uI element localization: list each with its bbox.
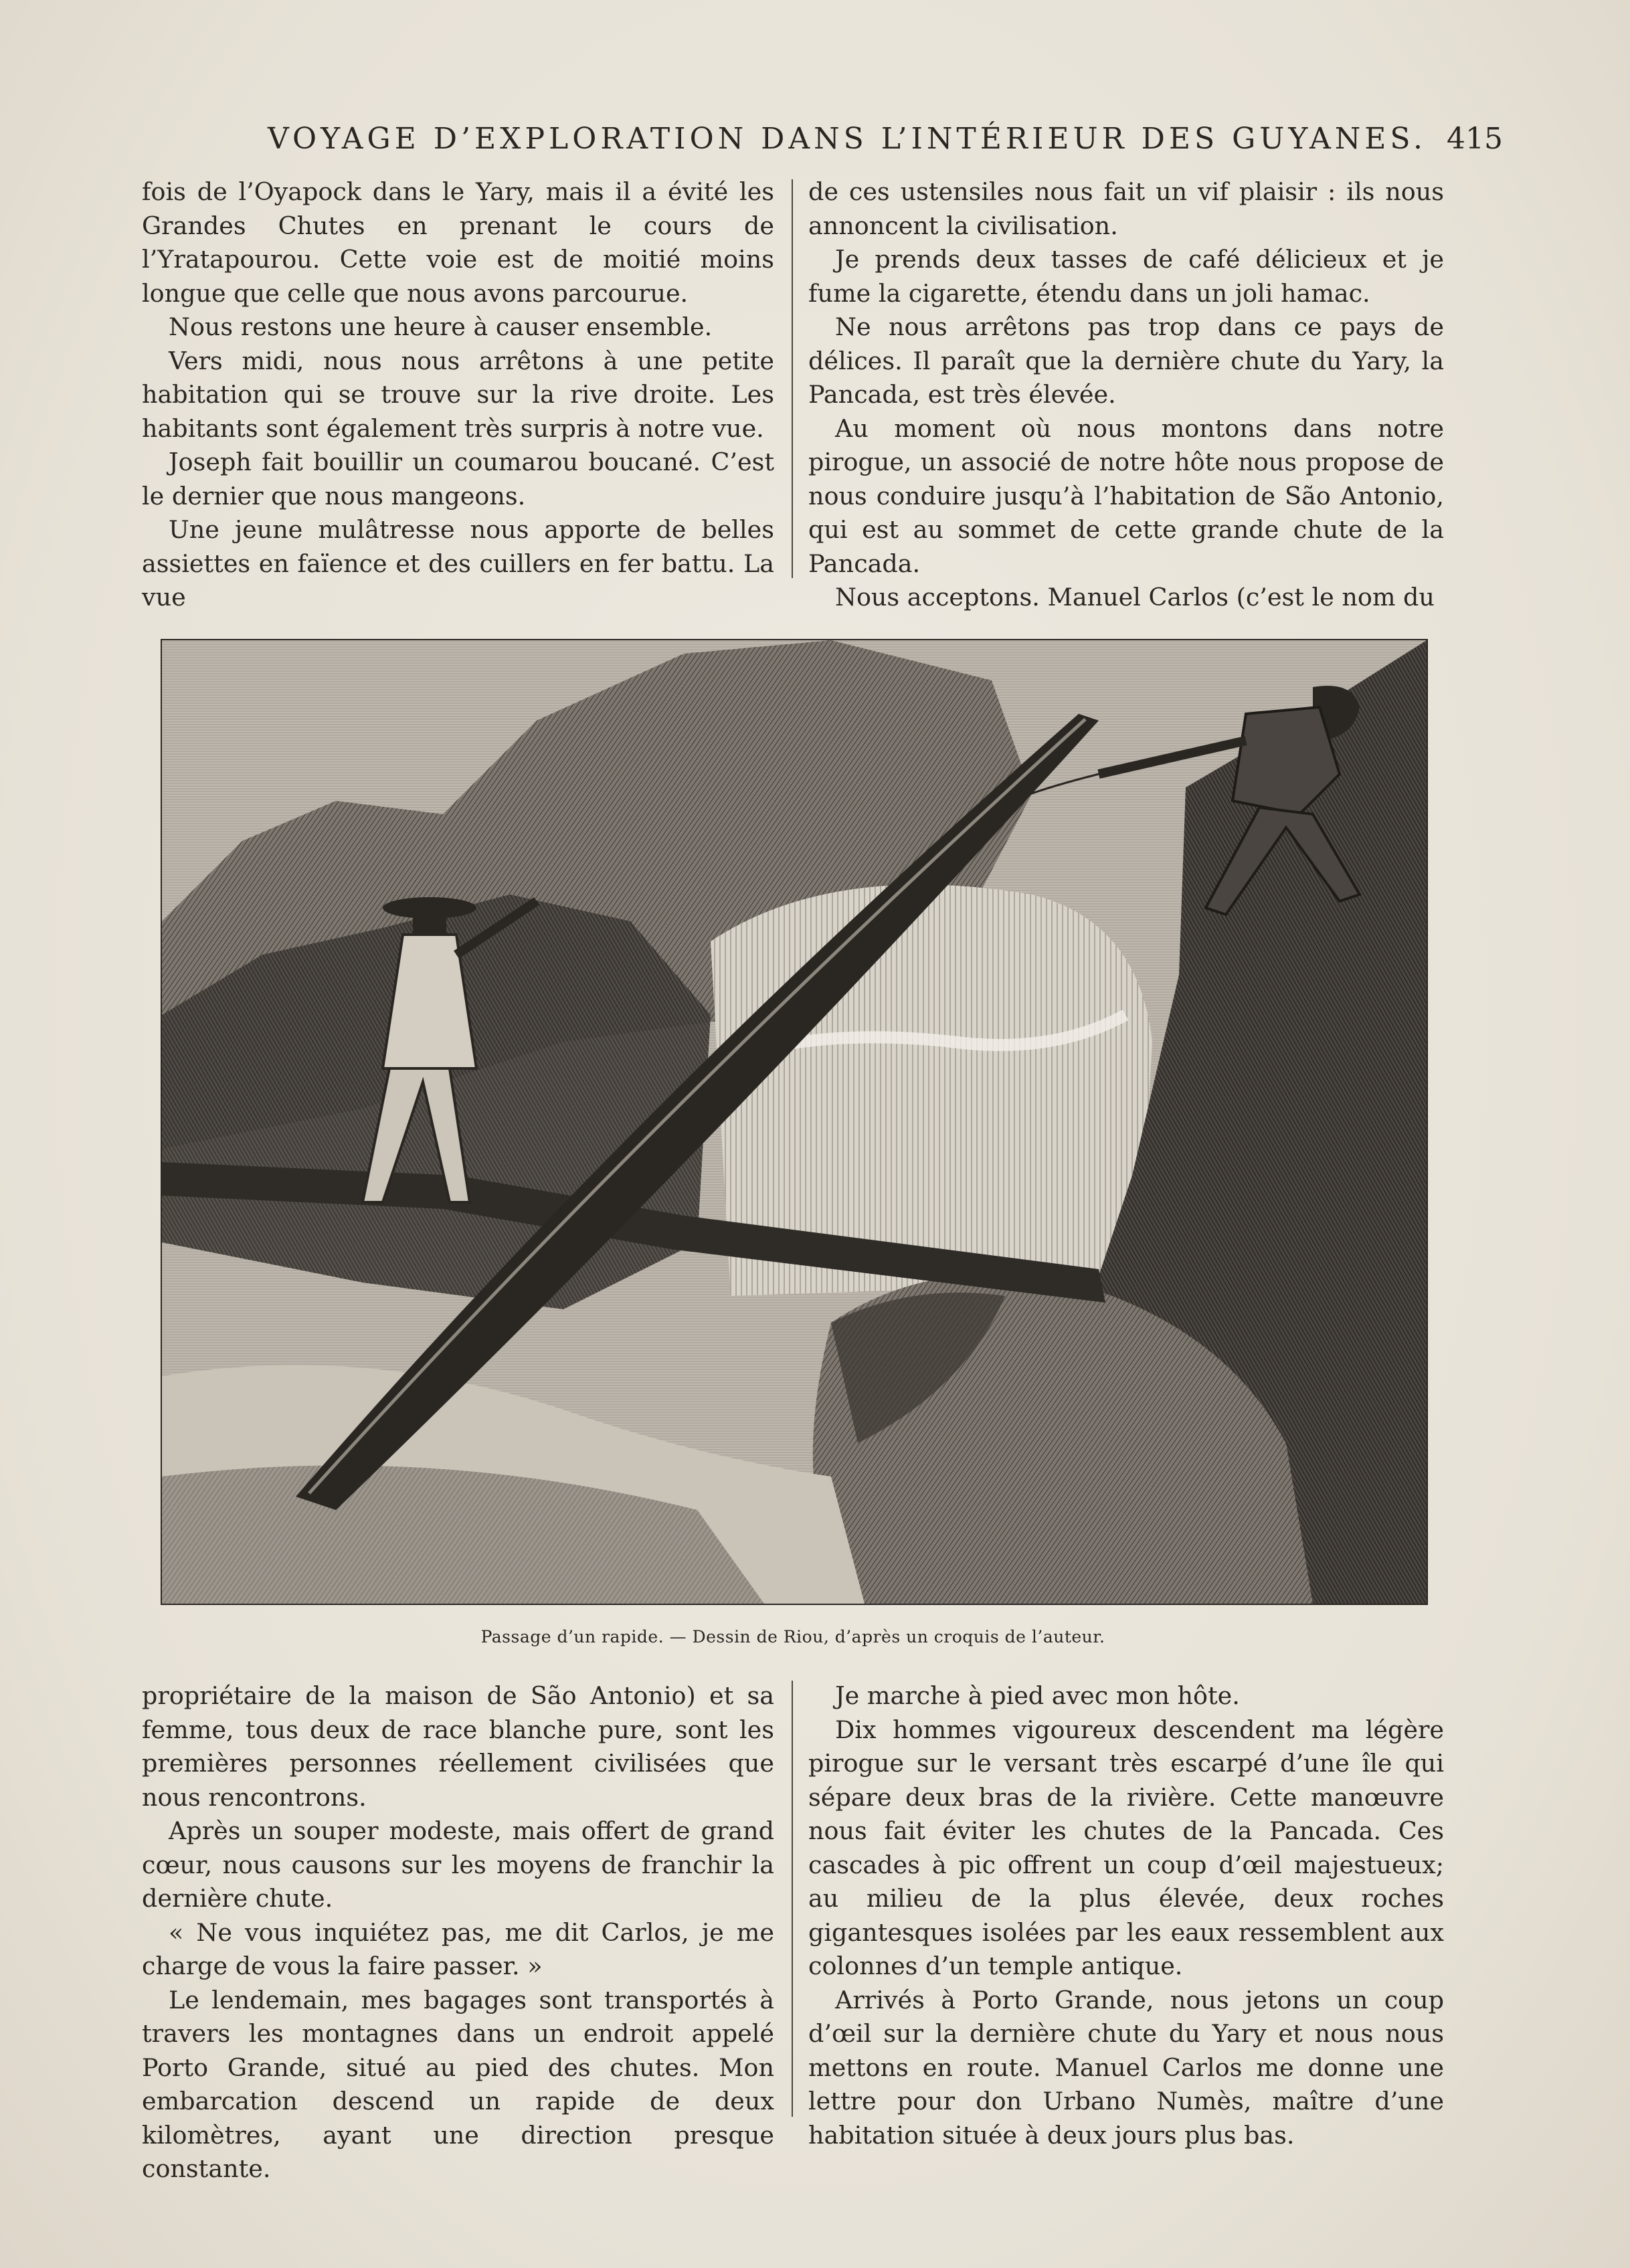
paragraph: Je prends deux tasses de café délicieux et je fume la cigarette, étendu dans un joli hamac. (808, 245, 1444, 308)
paragraph: « Ne vous inquiétez pas, me dit Carlos, je me charge de vous la faire passer. » (142, 1917, 774, 1980)
paragraph: Au moment où nous montons dans notre pirogue, un associé de notre hôte nous propose de nous conduire jusqu’à l’habitation de São Antonio, qui est au sommet de cette grande chute de la Pancada. (808, 413, 1444, 578)
paragraph: Vers midi, nous nous arrêtons à une petite habitation qui se trouve sur la rive droite. Les habitants sont également très surpris à notre vue. (142, 346, 774, 443)
running-header (268, 122, 1503, 169)
figure-caption: Passage d’un rapide. — Dessin de Riou, d’après un croquis de l’auteur. (480, 1627, 1105, 1646)
engraving-drawing (162, 640, 1427, 1604)
column-divider (792, 179, 793, 578)
paragraph: propriétaire de la maison de São Antonio) et sa femme, tous deux de race blanche pure, sont les premières personnes réellement civilisées que nous rencontrons. (142, 1681, 774, 1812)
text-column-top-left (142, 175, 774, 615)
text-column-top-right (808, 175, 1444, 615)
paragraph: Le lendemain, mes bagages sont transportés à travers les montagnes dans un endroit appelé Porto Grande, situé au pied des chutes. Mon embarcation descend un rapide de deux kilomètres, ayant une direction presque constante. (142, 1985, 774, 2183)
paragraph: Je marche à pied avec mon hôte. (835, 1681, 1240, 1710)
paragraph: Après un souper modeste, mais offert de grand cœur, nous causons sur les moyens de franchir la dernière chute. (142, 1816, 774, 1913)
text-column-bottom-right (808, 1679, 1444, 2152)
paragraph: Joseph fait bouillir un coumarou boucané. C’est le dernier que nous mangeons. (142, 448, 774, 510)
paragraph: Nous acceptons. Manuel Carlos (c’est le nom du (835, 583, 1435, 611)
engraving-illustration (161, 639, 1428, 1605)
paragraph: Dix hommes vigoureux descendent ma légère pirogue sur le versant très escarpé d’une île qui sépare deux bras de la rivière. Cette manœuvre nous fait éviter les chutes de la Pancada. Ces cascades à pic offrent un coup d’œil majestueux; au milieu de la plus élevée, deux roches gigantesques isolées par les eaux ressemblent aux colonnes d’un temple antique. (808, 1715, 1444, 1980)
paragraph: Ne nous arrêtons pas trop dans ce pays de délices. Il paraît que la dernière chute du Yary, la Pancada, est très élevée. (808, 312, 1444, 409)
column-divider (792, 1681, 793, 2117)
running-title: VOYAGE D’EXPLORATION DANS L’INTÉRIEUR DES GUYANES. (268, 122, 1427, 156)
paragraph: fois de l’Oyapock dans le Yary, mais il a évité les Grandes Chutes en prenant le cours de l’Yratapourou. Cette voie est de moitié moins longue que celle que nous avons parcourue. (142, 177, 774, 308)
paragraph: Nous restons une heure à causer ensemble. (169, 312, 713, 341)
page-number: 415 (1447, 122, 1503, 156)
paragraph: de ces ustensiles nous fait un vif plaisir : ils nous annoncent la civilisation. (808, 177, 1444, 240)
paragraph: Une jeune mulâtresse nous apporte de belles assiettes en faïence et des cuillers en fer battu. La vue (142, 515, 774, 611)
paragraph: Arrivés à Porto Grande, nous jetons un coup d’œil sur la dernière chute du Yary et nous nous mettons en route. Manuel Carlos me donne une lettre pour don Urbano Numès, maître d’une habitation située à deux jours plus bas. (808, 1985, 1444, 2150)
text-column-bottom-left (142, 1679, 774, 2186)
